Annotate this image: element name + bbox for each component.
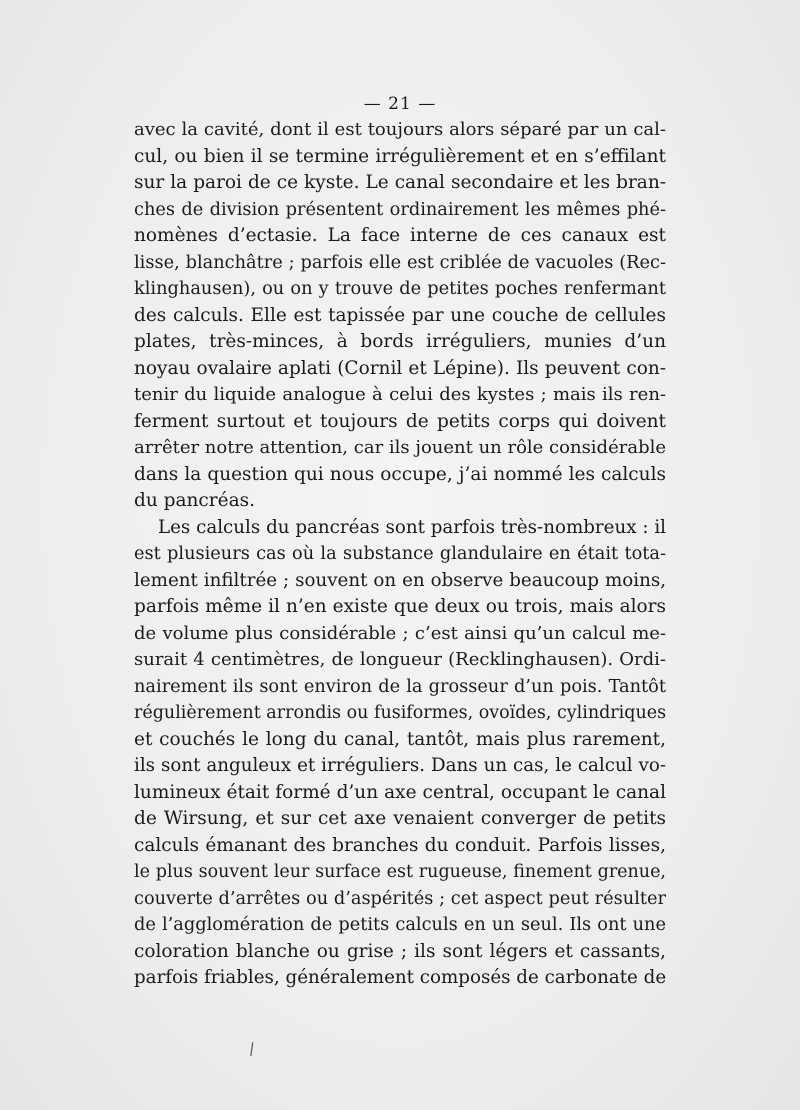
text-line: parfois même il n’en existe que deux ou trois, mais alors: [134, 596, 666, 617]
text-line: arrêter notre attention, car ils jouent un rôle considérable: [134, 437, 667, 458]
text-line: noyau ovalaire aplati (Cornil et Lépine). Ils peuvent con-: [134, 357, 666, 379]
text-line: avec la cavité, dont il est toujours alors séparé par un cal-: [134, 119, 666, 140]
text-line: lisse, blanchâtre ; parfois elle est criblée de vacuoles (Rec-: [134, 252, 666, 273]
text-line: surait 4 centimètres, de longueur (Recklinghausen). Ordi-: [134, 649, 666, 670]
text-line: ils sont anguleux et irréguliers. Dans un cas, le calcul vo-: [134, 755, 666, 776]
text-line: couverte d’arrêtes ou d’aspérités ; cet aspect peut résulter: [134, 888, 666, 909]
text-line: de Wirsung, et sur cet axe venaient converger de petits: [134, 808, 666, 829]
text-line: plates, très-minces, à bords irréguliers, munies d’un: [134, 331, 666, 352]
text-line: parfois friables, généralement composés de carbonate de: [134, 967, 667, 988]
text-line: est plusieurs cas où la substance glandulaire en était tota-: [134, 544, 666, 564]
paragraph-1: [134, 117, 666, 515]
text-line: le plus souvent leur surface est rugueuse, finement grenue,: [134, 862, 666, 882]
text-line: lement infiltrée ; souvent on en observe beaucoup moins,: [134, 569, 666, 591]
text-line: dans la question qui nous occupe, j’ai nommé les calculs: [134, 463, 666, 485]
text-line: nomènes d’ectasie. La face interne de ces canaux est: [134, 225, 666, 246]
body-text: [134, 117, 666, 992]
text-line: nairement ils sont environ de la grosseur d’un pois. Tantôt: [134, 676, 666, 697]
ink-speck: [246, 1040, 256, 1062]
text-line: ferment surtout et toujours de petits corps qui doivent: [134, 410, 666, 432]
paragraph-2: [134, 515, 666, 992]
text-line: de volume plus considérable ; c’est ainsi qu’un calcul me-: [134, 622, 666, 644]
text-line: ches de division présentent ordinairement les mêmes phé-: [134, 199, 666, 220]
text-line: sur la paroi de ce kyste. Le canal secondaire et les bran-: [134, 172, 666, 193]
text-line: lumineux était formé d’un axe central, occupant le canal: [134, 781, 666, 803]
text-line: et couchés le long du canal, tantôt, mais plus rarement,: [134, 728, 666, 750]
page-number: — 21 —: [363, 94, 437, 114]
text-line: du pancréas.: [134, 490, 255, 511]
text-line: tenir du liquide analogue à celui des kystes ; mais ils ren-: [134, 384, 666, 405]
text-line: Les calculs du pancréas sont parfois très-nombreux : il: [158, 516, 666, 538]
text-line: coloration blanche ou grise ; ils sont légers et cassants,: [134, 940, 666, 962]
text-line: calculs émanant des branches du conduit. Parfois lisses,: [134, 834, 666, 856]
text-line: cul, ou bien il se termine irrégulièrement et en s’effilant: [134, 145, 666, 167]
text-line: de l’agglomération de petits calculs en un seul. Ils ont une: [134, 915, 666, 935]
text-line: des calculs. Elle est tapissée par une couche de cellules: [134, 304, 666, 326]
text-line: régulièrement arrondis ou fusiformes, ovoïdes, cylindriques: [134, 703, 667, 723]
text-line: klinghausen), ou on y trouve de petites poches renfermant: [134, 279, 666, 299]
